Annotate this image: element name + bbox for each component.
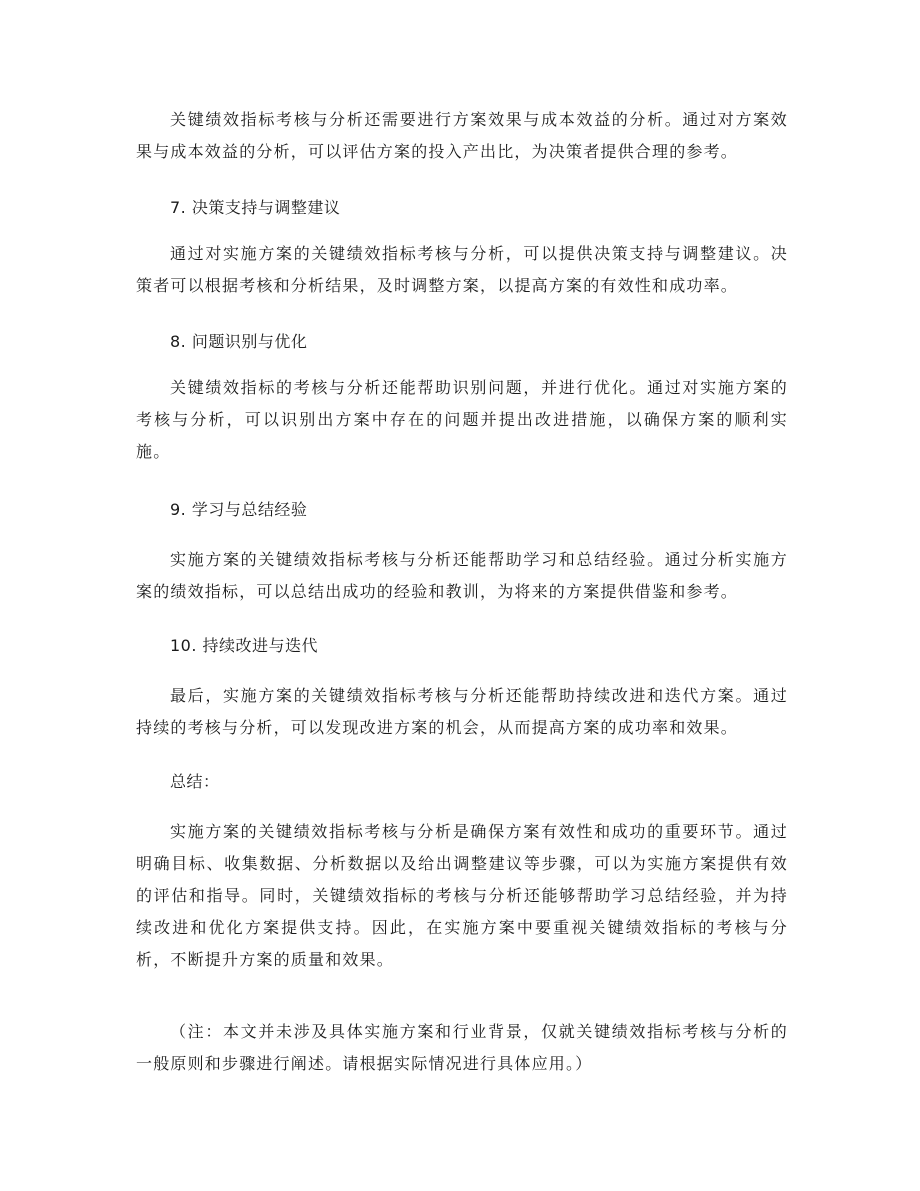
heading-problem-identification: 8. 问题识别与优化 <box>170 332 308 351</box>
heading-summary: 总结： <box>170 772 220 791</box>
paragraph-decision-support: 通过对实施方案的关键绩效指标考核与分析，可以提供决策支持与调整建议。决策者可以根据考核和分析结果，及时调整方案，以提高方案的有效性和成功率。 <box>136 244 788 295</box>
paragraph-problem-identification: 关键绩效指标的考核与分析还能帮助识别问题，并进行优化。通过对实施方案的考核与分析，可以识别出方案中存在的问题并提出改进措施，以确保方案的顺利实施。 <box>136 378 788 461</box>
paragraph-summary: 实施方案的关键绩效指标考核与分析是确保方案有效性和成功的重要环节。通过明确目标、收集数据、分析数据以及给出调整建议等步骤，可以为实施方案提供有效的评估和指导。同时，关键绩效指标的考核与分析还能够帮助学习总结经验，并为持续改进和优化方案提供支持。因此，在实施方案中要重视关键绩效指标的考核与分析，不断提升方案的质量和效果。 <box>136 822 788 969</box>
paragraph-note: （注：本文并未涉及具体实施方案和行业背景，仅就关键绩效指标考核与分析的一般原则和步骤进行阐述。请根据实际情况进行具体应用。） <box>136 1022 788 1073</box>
paragraph-continuous-improvement: 最后，实施方案的关键绩效指标考核与分析还能帮助持续改进和迭代方案。通过持续的考核与分析，可以发现改进方案的机会，从而提高方案的成功率和效果。 <box>136 686 788 737</box>
paragraph-cost-benefit: 关键绩效指标考核与分析还需要进行方案效果与成本效益的分析。通过对方案效果与成本效益的分析，可以评估方案的投入产出比，为决策者提供合理的参考。 <box>136 110 788 161</box>
heading-continuous-improvement: 10. 持续改进与迭代 <box>170 636 319 655</box>
paragraph-learning-summary: 实施方案的关键绩效指标考核与分析还能帮助学习和总结经验。通过分析实施方案的绩效指标，可以总结出成功的经验和教训，为将来的方案提供借鉴和参考。 <box>136 550 788 601</box>
heading-decision-support: 7. 决策支持与调整建议 <box>170 198 341 217</box>
heading-learning-summary: 9. 学习与总结经验 <box>170 500 308 519</box>
